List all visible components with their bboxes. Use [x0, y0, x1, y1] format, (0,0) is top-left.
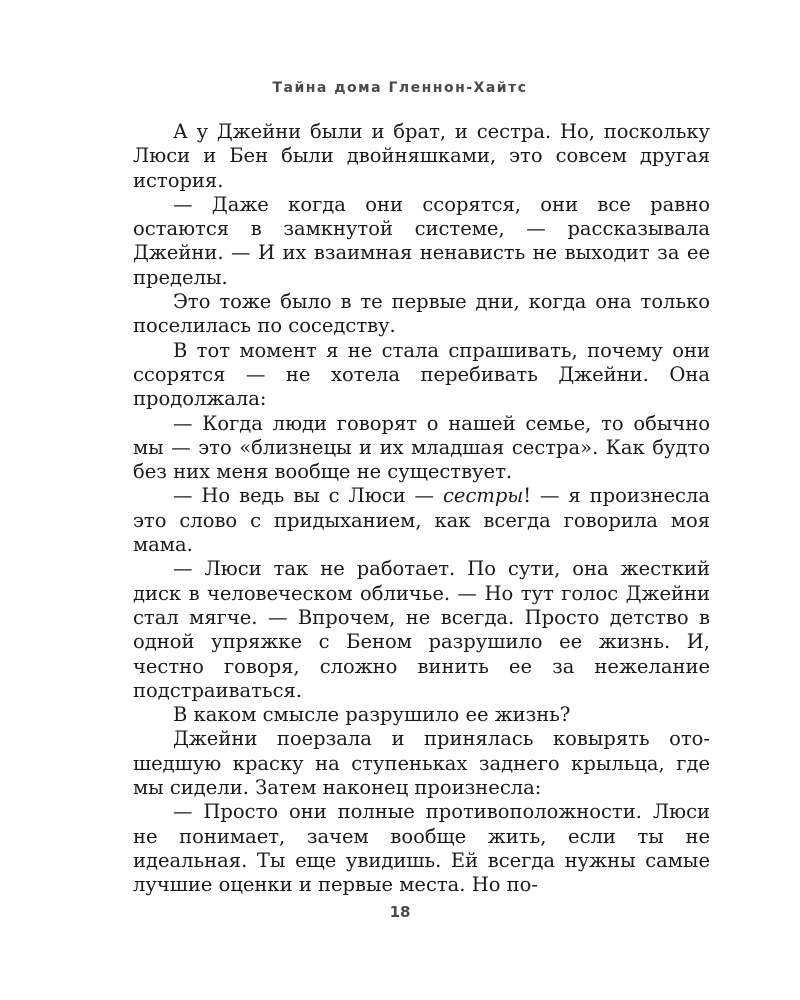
paragraph: — Когда люди говорят о нашей семье, то обычно мы — это «близнецы и их младшая сестра». Как будто без них меня вообще не существует. [133, 411, 710, 484]
paragraph: — Даже когда они ссорятся, они все равно остаются в замкнутой системе, — рассказывала Джейни. — И их взаимная ненависть не выходит за ее пределы. [133, 192, 710, 289]
paragraph: А у Джейни были и брат, и сестра. Но, поскольку Люси и Бен были двойняшками, это совсем другая история. [133, 120, 710, 192]
emphasized-word: сестры [442, 484, 524, 508]
paragraph: Джейни поерзала и принялась ковырять отошедшую краску на ступеньках заднего крыльца, где мы сидели. Затем наконец произнесла: [133, 727, 710, 800]
paragraph: Это тоже было в те первые дни, когда она только поселилась по соседству. [133, 290, 710, 338]
paragraph: — Просто они полные противоположности. Люси не понимает, зачем вообще жить, если ты не идеальная. Ты еще увидишь. Ей всегда нужны самые лучшие оценки и первые места. Но по- [133, 800, 710, 897]
body-text [133, 120, 710, 898]
paragraph: — Люси так не работает. По сути, она жесткий диск в человеческом обличье. — Но тут голос Джейни стал мягче. — Впрочем, не всегда. Просто детство в одной упряжке с Беном разрушило ее жизнь. И, честно говоря, сложно винить ее за нежелание подстраиваться. [133, 557, 710, 702]
paragraph-text: ! — я произнесла это слово с придыханием, как всегда говорила моя мама. [133, 484, 710, 557]
running-head: Тайна дома Гленнон-Хайтс [272, 80, 528, 96]
page-number: 18 [389, 903, 411, 921]
paragraph [133, 484, 710, 557]
paragraph-text: — Но ведь вы с Люси — [173, 484, 443, 508]
paragraph: В каком смысле разрушило ее жизнь? [173, 703, 571, 727]
paragraph: В тот момент я не стала спрашивать, почему они ссорятся — не хотела перебивать Джейни. Она продолжала: [133, 338, 710, 411]
